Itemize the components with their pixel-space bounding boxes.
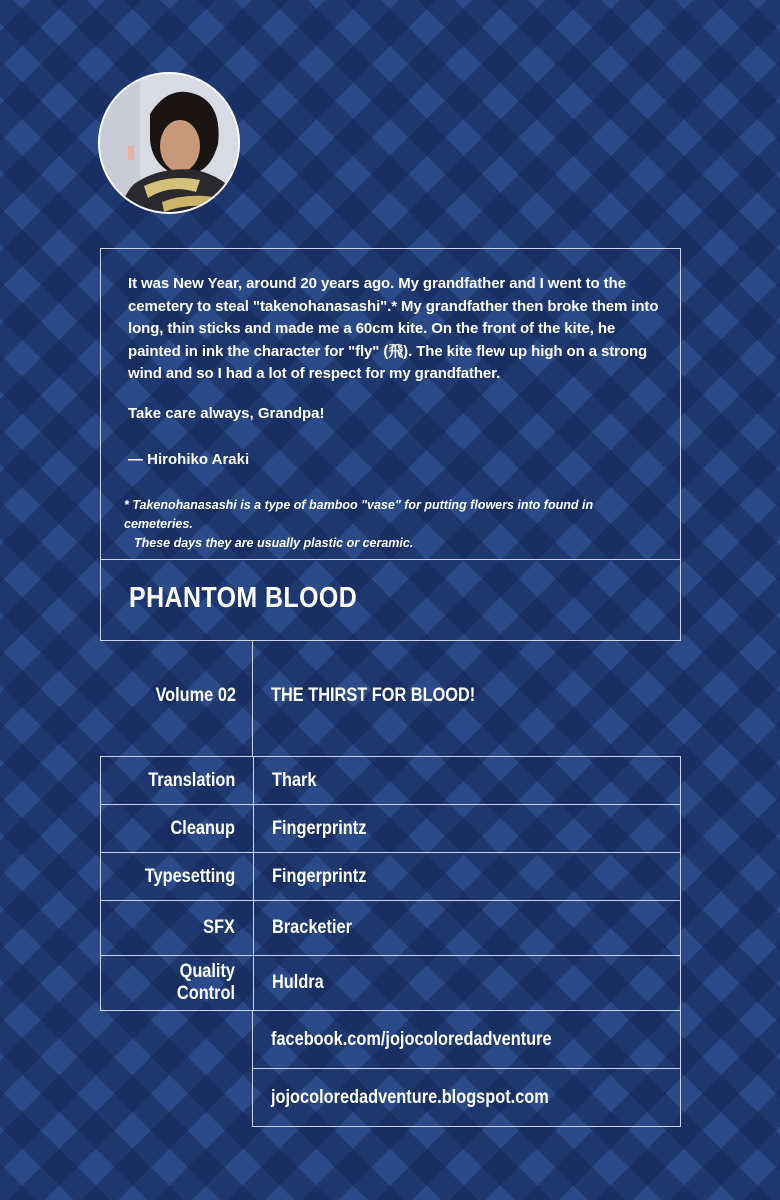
credit-role: Quality Control: [101, 956, 254, 1011]
facebook-link: facebook.com/jojocoloredadventure: [253, 1011, 681, 1069]
volume-label: Volume 02: [155, 685, 236, 706]
credit-row: [101, 901, 681, 956]
credit-name: Fingerprintz: [254, 805, 681, 853]
link-row: [253, 1069, 681, 1127]
blog-link: jojocoloredadventure.blogspot.com: [253, 1069, 681, 1127]
credit-name: Bracketier: [254, 901, 681, 956]
author-message-box: [100, 248, 681, 560]
footnote-line-2: These days they are usually plastic or ceramic.: [134, 536, 414, 550]
credit-name: Fingerprintz: [254, 853, 681, 901]
author-portrait-image: [100, 74, 240, 214]
volume-title: THE THIRST FOR BLOOD!: [271, 685, 476, 706]
footnote-line-1: * Takenohanasashi is a type of bamboo "vase" for putting flowers into found in cemeteries.: [124, 498, 594, 531]
series-title-box: [100, 560, 681, 641]
credit-role: Cleanup: [101, 805, 254, 853]
links-table: [252, 1010, 681, 1127]
credit-row: [101, 956, 681, 1011]
credit-name: Thark: [254, 757, 681, 805]
credits-table: [100, 756, 681, 1011]
credit-role: Typesetting: [101, 853, 254, 901]
series-title: PHANTOM BLOOD: [129, 582, 358, 614]
divider-line: [252, 641, 253, 756]
credit-name: Huldra: [254, 956, 681, 1011]
credit-role: SFX: [101, 901, 254, 956]
credit-row: [101, 805, 681, 853]
credit-row: [101, 757, 681, 805]
footnote: [124, 496, 664, 553]
credit-row: [101, 853, 681, 901]
credit-role: Translation: [101, 757, 254, 805]
author-message-text: It was New Year, around 20 years ago. My grandfather and I went to the cemetery to steal "takenohanasashi".* My grandfather then broke them into long, thin sticks and made me a 60cm kite. On the front of the kite, he painted in ink the character for "fly" (飛). The kite flew up high on a strong wind and so I had a lot of respect for my grandfather.: [128, 275, 659, 382]
message-signoff: Take care always, Grandpa!: [128, 405, 325, 422]
link-row: [253, 1011, 681, 1069]
message-author: — Hirohiko Araki: [128, 451, 250, 468]
author-photo: [98, 72, 240, 214]
